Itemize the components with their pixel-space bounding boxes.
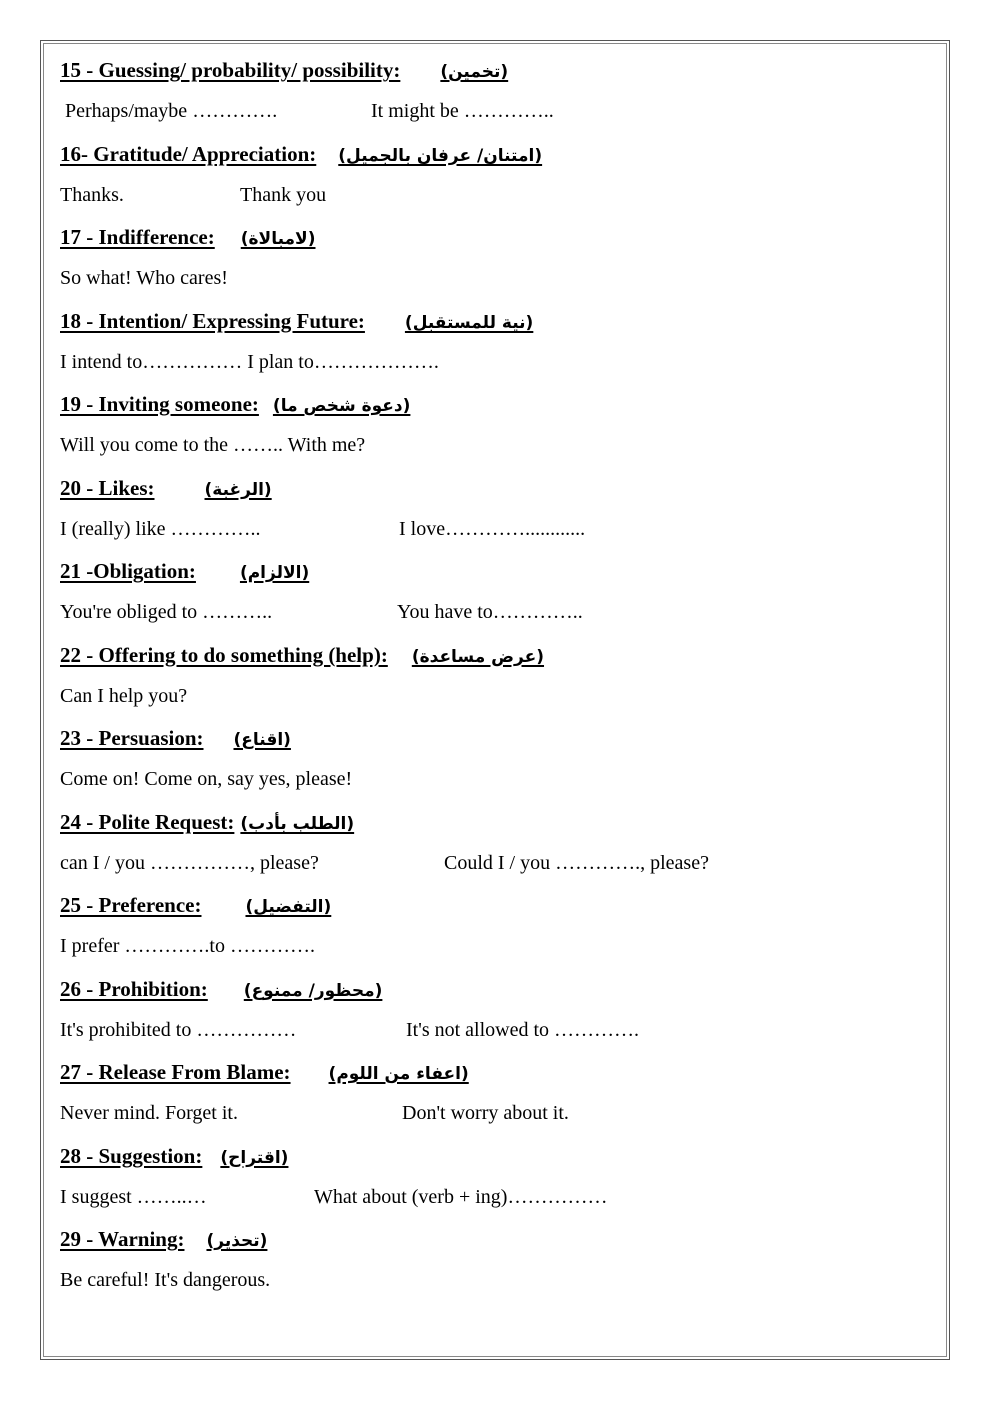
section-heading: 15 - Guessing/ probability/ possibility: (تخمين) <box>60 58 509 82</box>
section-offering <box>60 643 920 727</box>
section-gratitude <box>60 142 920 226</box>
section-obligation <box>60 559 920 643</box>
example-phrase: Thank you <box>240 183 327 206</box>
section-heading: 19 - Inviting someone: (دعوة شخص ما) <box>60 392 411 416</box>
section-intention <box>60 309 920 393</box>
section-heading: 24 - Polite Request: (الطلب بأدب) <box>60 809 355 834</box>
section-heading: 21 -Obligation: (الالزام) <box>60 559 310 583</box>
section-persuasion <box>60 726 920 810</box>
example-phrase: Don't worry about it. <box>402 1102 569 1124</box>
section-heading: 29 - Warning: (تحذير) <box>60 1227 268 1251</box>
section-heading: 23 - Persuasion: (اقناع) <box>60 726 291 750</box>
example-phrase: can I / you ……………, please? <box>60 851 319 874</box>
example-phrase: Come on! Come on, say yes, please! <box>60 768 353 790</box>
example-phrase: You have to………….. <box>397 601 583 623</box>
example-phrase: I (really) like ………….. <box>60 517 261 540</box>
example-phrase: I love…………............ <box>399 517 586 540</box>
section-heading: 16- Gratitude/ Appreciation: (امتنان/ عرفان بالجميل) <box>60 141 543 166</box>
example-phrase: I intend to…………… I plan to………………. <box>60 350 439 373</box>
section-polite-request <box>60 810 920 894</box>
section-release-from-blame <box>60 1060 920 1144</box>
example-phrase: What about (verb + ing)…………… <box>314 1185 608 1208</box>
example-phrase: Perhaps/maybe …………. <box>65 100 278 122</box>
example-phrase: Thanks. <box>60 183 124 206</box>
example-phrase: So what! Who cares! <box>60 267 228 289</box>
section-heading: 20 - Likes: (الرغبة) <box>60 475 272 500</box>
example-phrase: Will you come to the …….. With me? <box>60 434 366 456</box>
section-heading: 26 - Prohibition: (محظور/ ممنوع) <box>60 976 383 1001</box>
section-heading: 28 - Suggestion: (اقتراح) <box>60 1143 289 1168</box>
section-heading: 25 - Preference: (التفضيل) <box>60 893 332 917</box>
example-phrase: It might be ………….. <box>371 100 554 122</box>
example-phrase: Never mind. Forget it. <box>60 1102 238 1124</box>
example-phrase: Be careful! It's dangerous. <box>60 1269 271 1291</box>
example-phrase: It's not allowed to …………. <box>406 1018 640 1041</box>
example-phrase: I suggest ……..… <box>60 1185 207 1208</box>
example-phrase: You're obliged to ……….. <box>60 601 273 623</box>
section-heading: 22 - Offering to do something (help): (عرض مساعدة) <box>60 642 545 667</box>
section-heading: 18 - Intention/ Expressing Future: (نية للمستقبل) <box>60 308 534 333</box>
example-phrase: Can I help you? <box>60 684 188 707</box>
section-heading: 27 - Release From Blame: (اعفاء من اللوم) <box>60 1060 469 1084</box>
example-phrase: Could I / you …………., please? <box>444 851 709 874</box>
section-prohibition <box>60 977 920 1061</box>
section-indifference <box>60 225 920 309</box>
section-inviting <box>60 392 920 476</box>
section-guessing <box>60 58 920 142</box>
example-phrase: I prefer ………….to …………. <box>60 935 315 957</box>
example-phrase: It's prohibited to …………… <box>60 1018 297 1041</box>
section-likes <box>60 476 920 560</box>
section-suggestion <box>60 1144 920 1228</box>
section-preference <box>60 893 920 977</box>
document-body <box>60 58 920 1311</box>
section-heading: 17 - Indifference: (لامبالاة) <box>60 225 316 249</box>
section-warning <box>60 1227 920 1311</box>
